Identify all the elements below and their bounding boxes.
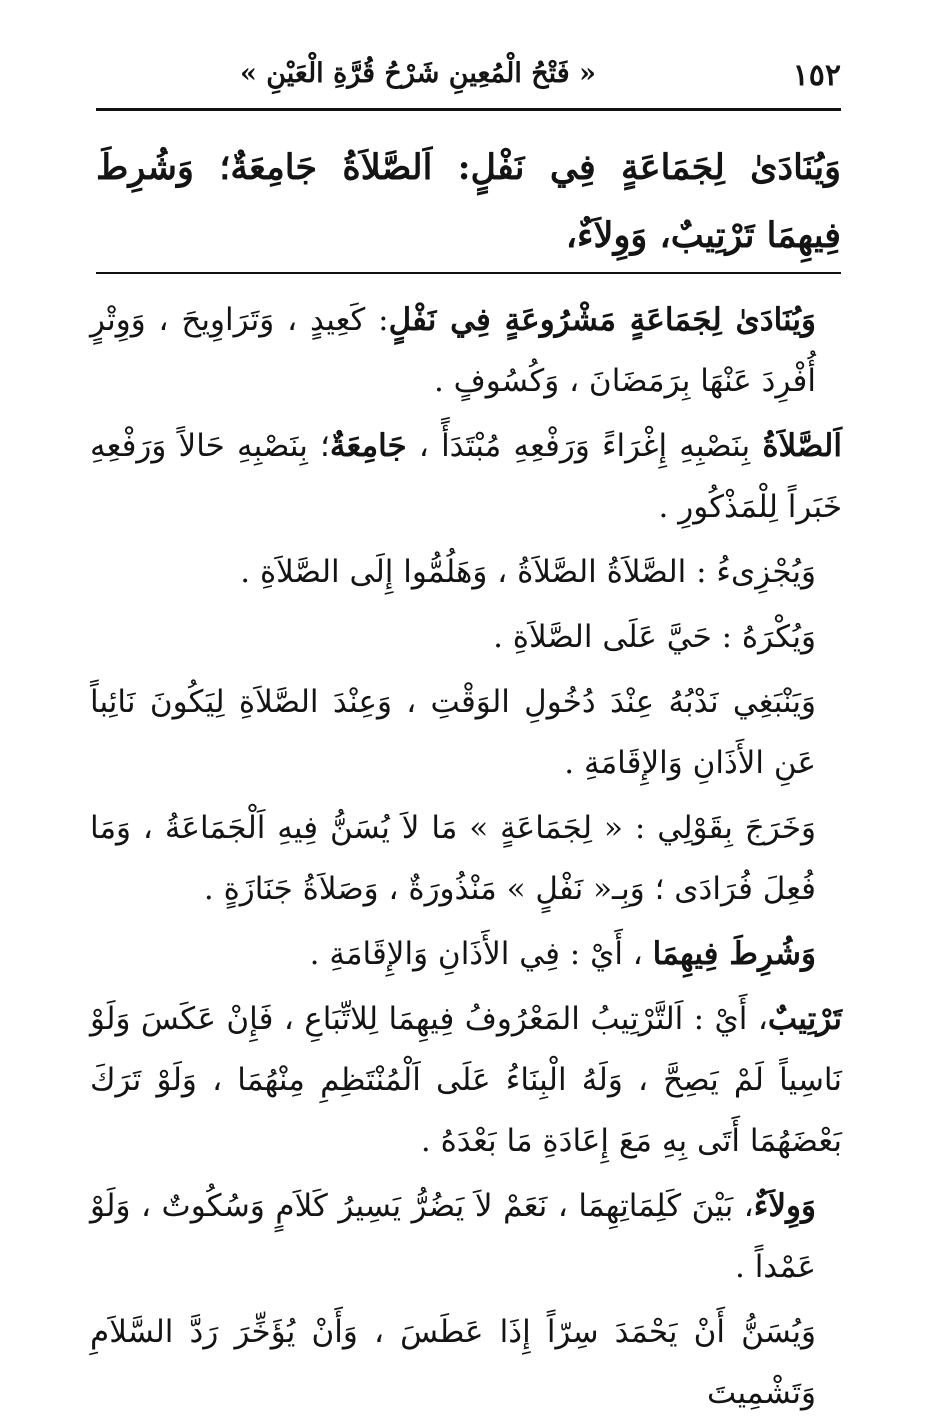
page-header bbox=[96, 56, 841, 108]
matn-quote: وَيُنَادَىٰ لِجَمَاعَةٍ مَشْرُوعَةٍ فِي نَفْلٍ bbox=[388, 302, 816, 338]
matn-quote: تَرْتِيبٌ bbox=[767, 1001, 842, 1037]
commentary-text: وَخَرَجَ بِقَوْلِي : « لِجَمَاعَةٍ » مَا لاَ يُسَنُّ فِيهِ اَلْجَمَاعَةُ ، وَمَا فُعِلَ فُرَادَى ؛ وَبِـ« نَفْلٍ » مَنْذُورَةٌ ، وَصَلاَةُ جَنَازَةٍ . bbox=[90, 810, 816, 907]
commentary-text: ؛ بِنَصْبِهِ حَالاً وَرَفْعِهِ خَبَراً لِلْمَذْكُورِ . bbox=[90, 428, 842, 525]
commentary-paragraph bbox=[90, 798, 842, 920]
matn-quote: وَشُرِطَ فِيهِمَا bbox=[652, 936, 816, 972]
matn-text-block bbox=[96, 134, 841, 270]
commentary-text: وَيُكْرَهُ : حَيَّ عَلَى الصَّلاَةِ . bbox=[493, 619, 816, 655]
matn-quote: جَامِعَةٌ bbox=[329, 428, 407, 464]
matn-quote: اَلصَّلاَةُ bbox=[762, 428, 842, 464]
commentary-paragraph bbox=[90, 1176, 842, 1298]
commentary-paragraph bbox=[90, 290, 842, 412]
matn-text: وَيُنَادَىٰ لِجَمَاعَةٍ فِي نَفْلٍ: اَلصَّلاَةُ جَامِعَةٌ؛ وَشُرِطَ فِيهِمَا تَرْتِيبٌ، وَوِلاَءٌ، bbox=[96, 147, 841, 256]
commentary-paragraph bbox=[90, 672, 842, 794]
commentary-text: ، أَيْ : اَلتَّرْتِيبُ المَعْرُوفُ فِيهِمَا لِلاتِّبَاعِ ، فَإِنْ عَكَسَ وَلَوْ نَاسِياً لَمْ يَصِحَّ ، وَلَهُ الْبِنَاءُ عَلَى اَلْمُنْتَظِمِ مِنْهُمَا ، وَلَوْ تَرَكَ بَعْضَهُمَا أَتَى بِهِ مَعَ إِعَادَةِ مَا بَعْدَهُ . bbox=[90, 1001, 842, 1159]
page-number: ١٥٢ bbox=[792, 58, 841, 93]
commentary-paragraph bbox=[90, 542, 842, 603]
commentary-text: : كَعِيدٍ ، وَتَرَاوِيحَ ، وَوِتْرٍ أُفْرِدَ عَنْهَا بِرَمَضَانَ ، وَكُسُوفٍ . bbox=[90, 302, 816, 399]
commentary-text: وَيُسَنُّ أَنْ يَحْمَدَ سِرّاً إِذَا عَطَسَ ، وَأَنْ يُؤَخِّرَ رَدَّ السَّلاَمِ وَتَشْمِيتَ bbox=[90, 1314, 816, 1411]
commentary-block bbox=[90, 290, 842, 1428]
commentary-text: ، بَيْنَ كَلِمَاتِهِمَا ، نَعَمْ لاَ يَضُرُّ يَسِيرُ كَلاَمٍ وَسُكُوتٌ ، وَلَوْ عَمْداً . bbox=[90, 1188, 816, 1285]
matn-commentary-divider bbox=[96, 272, 841, 274]
commentary-paragraph bbox=[90, 989, 842, 1172]
header-rule bbox=[96, 108, 841, 111]
commentary-text: وَيُجْزِىءُ : الصَّلاَةُ الصَّلاَةُ ، وَهَلُمُّوا إِلَى الصَّلاَةِ . bbox=[240, 554, 816, 590]
commentary-text: ، أَيْ : فِي الأَذَانِ وَالإِقَامَةِ . bbox=[309, 936, 653, 972]
running-title: « فَتْحُ الْمُعِينِ شَرْحُ قُرَّةِ الْعَيْنِ » bbox=[239, 58, 596, 89]
commentary-paragraph bbox=[90, 924, 842, 985]
commentary-text: وَيَنْبَغِي نَدْبُهُ عِنْدَ دُخُولِ الوَقْتِ ، وَعِنْدَ الصَّلاَةِ لِيَكُونَ نَائِباً عَنِ الأَذَانِ وَالإِقَامَةِ . bbox=[90, 684, 816, 781]
commentary-paragraph bbox=[90, 1302, 842, 1424]
commentary-text: بِنَصْبِهِ إِغْرَاءً وَرَفْعِهِ مُبْتَدَأً ، bbox=[406, 428, 763, 464]
commentary-paragraph bbox=[90, 416, 842, 538]
matn-quote: وَوِلاَءٌ bbox=[753, 1188, 816, 1224]
commentary-paragraph bbox=[90, 607, 842, 668]
